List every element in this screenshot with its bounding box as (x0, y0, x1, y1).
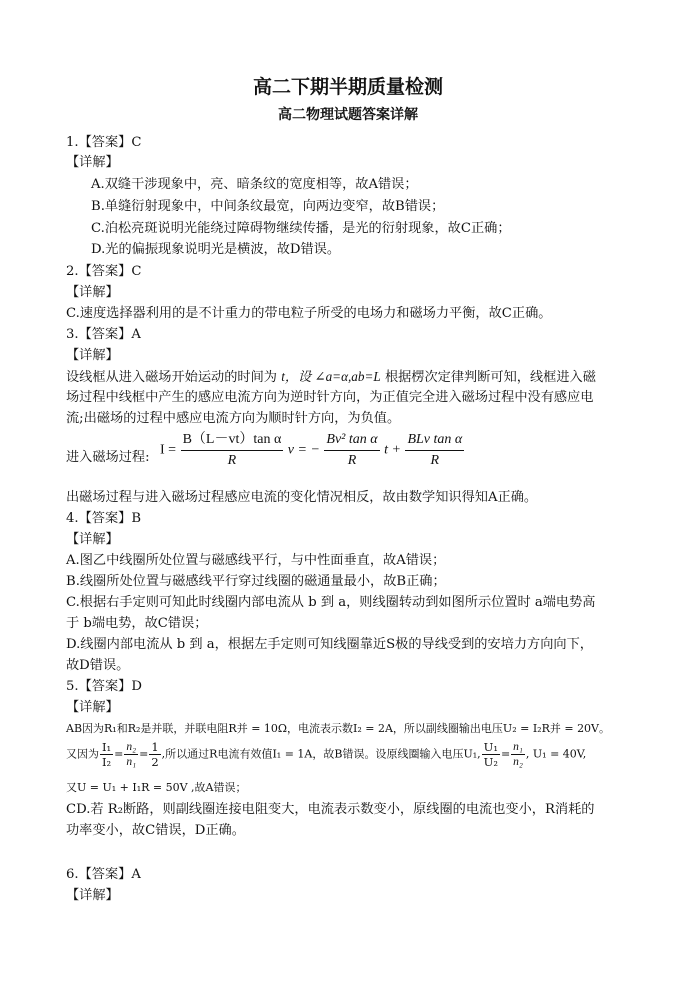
fraction-n2-n1: $\frac{\text{n₂}}{\text{n₁}}$ (126, 741, 137, 768)
q1-option-a: A.双缝干涉现象中，亮、暗条纹的宽度相等，故A错误； (91, 177, 418, 192)
page-title: 高二下期半期质量检测 (252, 76, 443, 98)
q4-option-b: B.线圈所处位置与磁感线平行穿过线圈的磁通量最小，故B正确； (66, 574, 446, 589)
fraction-i1-i2: $\frac{\text{I₁}}{\text{I₂}}$ (102, 740, 112, 769)
q4-detail-label: 【详解】 (66, 532, 119, 547)
q4-option-d-line-2: 故D错误。 (66, 658, 130, 673)
q5-line-2: 又因为 $\frac{\text{I₁}}{\text{I₂}}$ = $\frac{\text{n₂}}{\text{n₁}}$ = $\frac{1}{2}$ ,所以通过R电流有效值I₁ = 1A，故B错误。设原线圈输入电压U₁, $\frac{\text{U₁}}{\text{U₂}}$ = $\frac{\text{n₁}}{\text{n₂}}$ , U₁ = 40V, (66, 740, 587, 769)
q6-detail-label: 【详解】 (66, 888, 119, 903)
q3-detail-label: 【详解】 (66, 348, 119, 363)
q4-answer: 4.【答案】B (66, 511, 142, 526)
eq-fraction-2: $\frac{\text{Bv² tan α}}{R}$ (326, 432, 378, 468)
q3-line-4: 出磁场过程与进入磁场过程感应电流的变化情况相反，故由数学知识得知A正确。 (66, 490, 538, 505)
q5-line-3: 又U = U₁ + I₁R = 50V ,故A错误； (66, 781, 247, 794)
q2-answer: 2.【答案】C (66, 264, 142, 279)
q1-detail-label: 【详解】 (66, 155, 119, 170)
q1-option-c: C.泊松亮斑说明光能绕过障碍物继续传播，是光的衍射现象，故C正确； (91, 221, 511, 236)
q2-option-c: C.速度选择器利用的是不计重力的带电粒子所受的电场力和磁场力平衡，故C正确。 (66, 306, 552, 321)
q5-detail-label: 【详解】 (66, 700, 119, 715)
page-subtitle: 高二物理试题答案详解 (278, 107, 418, 123)
eq-fraction-3: $\frac{\text{BLv tan α}}{R}$ (407, 432, 463, 468)
q1-option-b: B.单缝衍射现象中，中间条纹最宽，向两边变窄，故B错误； (91, 199, 445, 214)
q4-option-d-line-1: D.线圈内部电流从 b 到 a，根据左手定则可知线圈靠近S极的导线受到的安培力方向向下， (66, 637, 593, 652)
q3-line-1: 设线框从进入磁场开始运动的时间为 t，设 ∠a=α,ab=L 根据楞次定律判断可知，线框进入磁 (66, 369, 596, 385)
fraction-n1-n2: $\frac{\text{n₁}}{\text{n₂}}$ (513, 741, 523, 768)
q1-option-d: D.光的偏振现象说明光是横波，故D错误。 (91, 242, 341, 257)
q5-line-1: AB因为R₁和R₂是并联，并联电阻R并 = 10Ω，电流表示数I₂ = 2A，所以副线圈输出电压U₂ = I₂R并 = 20V。 (66, 722, 611, 735)
q4-option-c-line-2: 于 b端电势，故C错误； (66, 616, 208, 631)
q2-detail-label: 【详解】 (66, 285, 119, 300)
q6-answer: 6.【答案】A (66, 867, 141, 882)
q4-option-a: A.图乙中线圈所处位置与磁感线平行，与中性面垂直，故A错误； (66, 553, 446, 568)
q1-answer: 1.【答案】C (66, 135, 142, 150)
q4-option-c-line-1: C.根据右手定则可知此时线圈内部电流从 b 到 a，则线圈转动到如图所示位置时 a端电势高 (66, 595, 596, 610)
fraction-one-half: $\frac{1}{2}$ (151, 740, 159, 769)
eq-fraction-1: $\frac{\text{B（L－vt）tan α}}{R}$ (182, 432, 282, 468)
fraction-u1-u2: $\frac{\text{U₁}}{\text{U₂}}$ (483, 740, 498, 769)
q3-answer: 3.【答案】A (66, 327, 141, 342)
q3-equation-label: 进入磁场过程: (66, 450, 150, 465)
q5-answer: 5.【答案】D (66, 679, 142, 694)
q3-line-3: 流;出磁场的过程中感应电流方向为顺时针方向，为负值。 (66, 411, 401, 426)
q3-equation: I = $\frac{\text{B（L－vt）tan α}}{R}$ v = − $\frac{\text{Bv² tan α}}{R}$ t + $\frac{\text{BLv tan α}}{R}$ (160, 430, 465, 471)
q5-line-4: CD.若 R₂断路，则副线圈连接电阻变大，电流表示数变小，原线圈的电流也变小，R消耗的 (66, 802, 595, 817)
q3-line-2: 场过程中线框中产生的感应电流方向为逆时针方向，为正值完全进入磁场过程中没有感应电 (66, 390, 594, 405)
q5-line-5: 功率变小，故C错误，D正确。 (66, 823, 245, 838)
